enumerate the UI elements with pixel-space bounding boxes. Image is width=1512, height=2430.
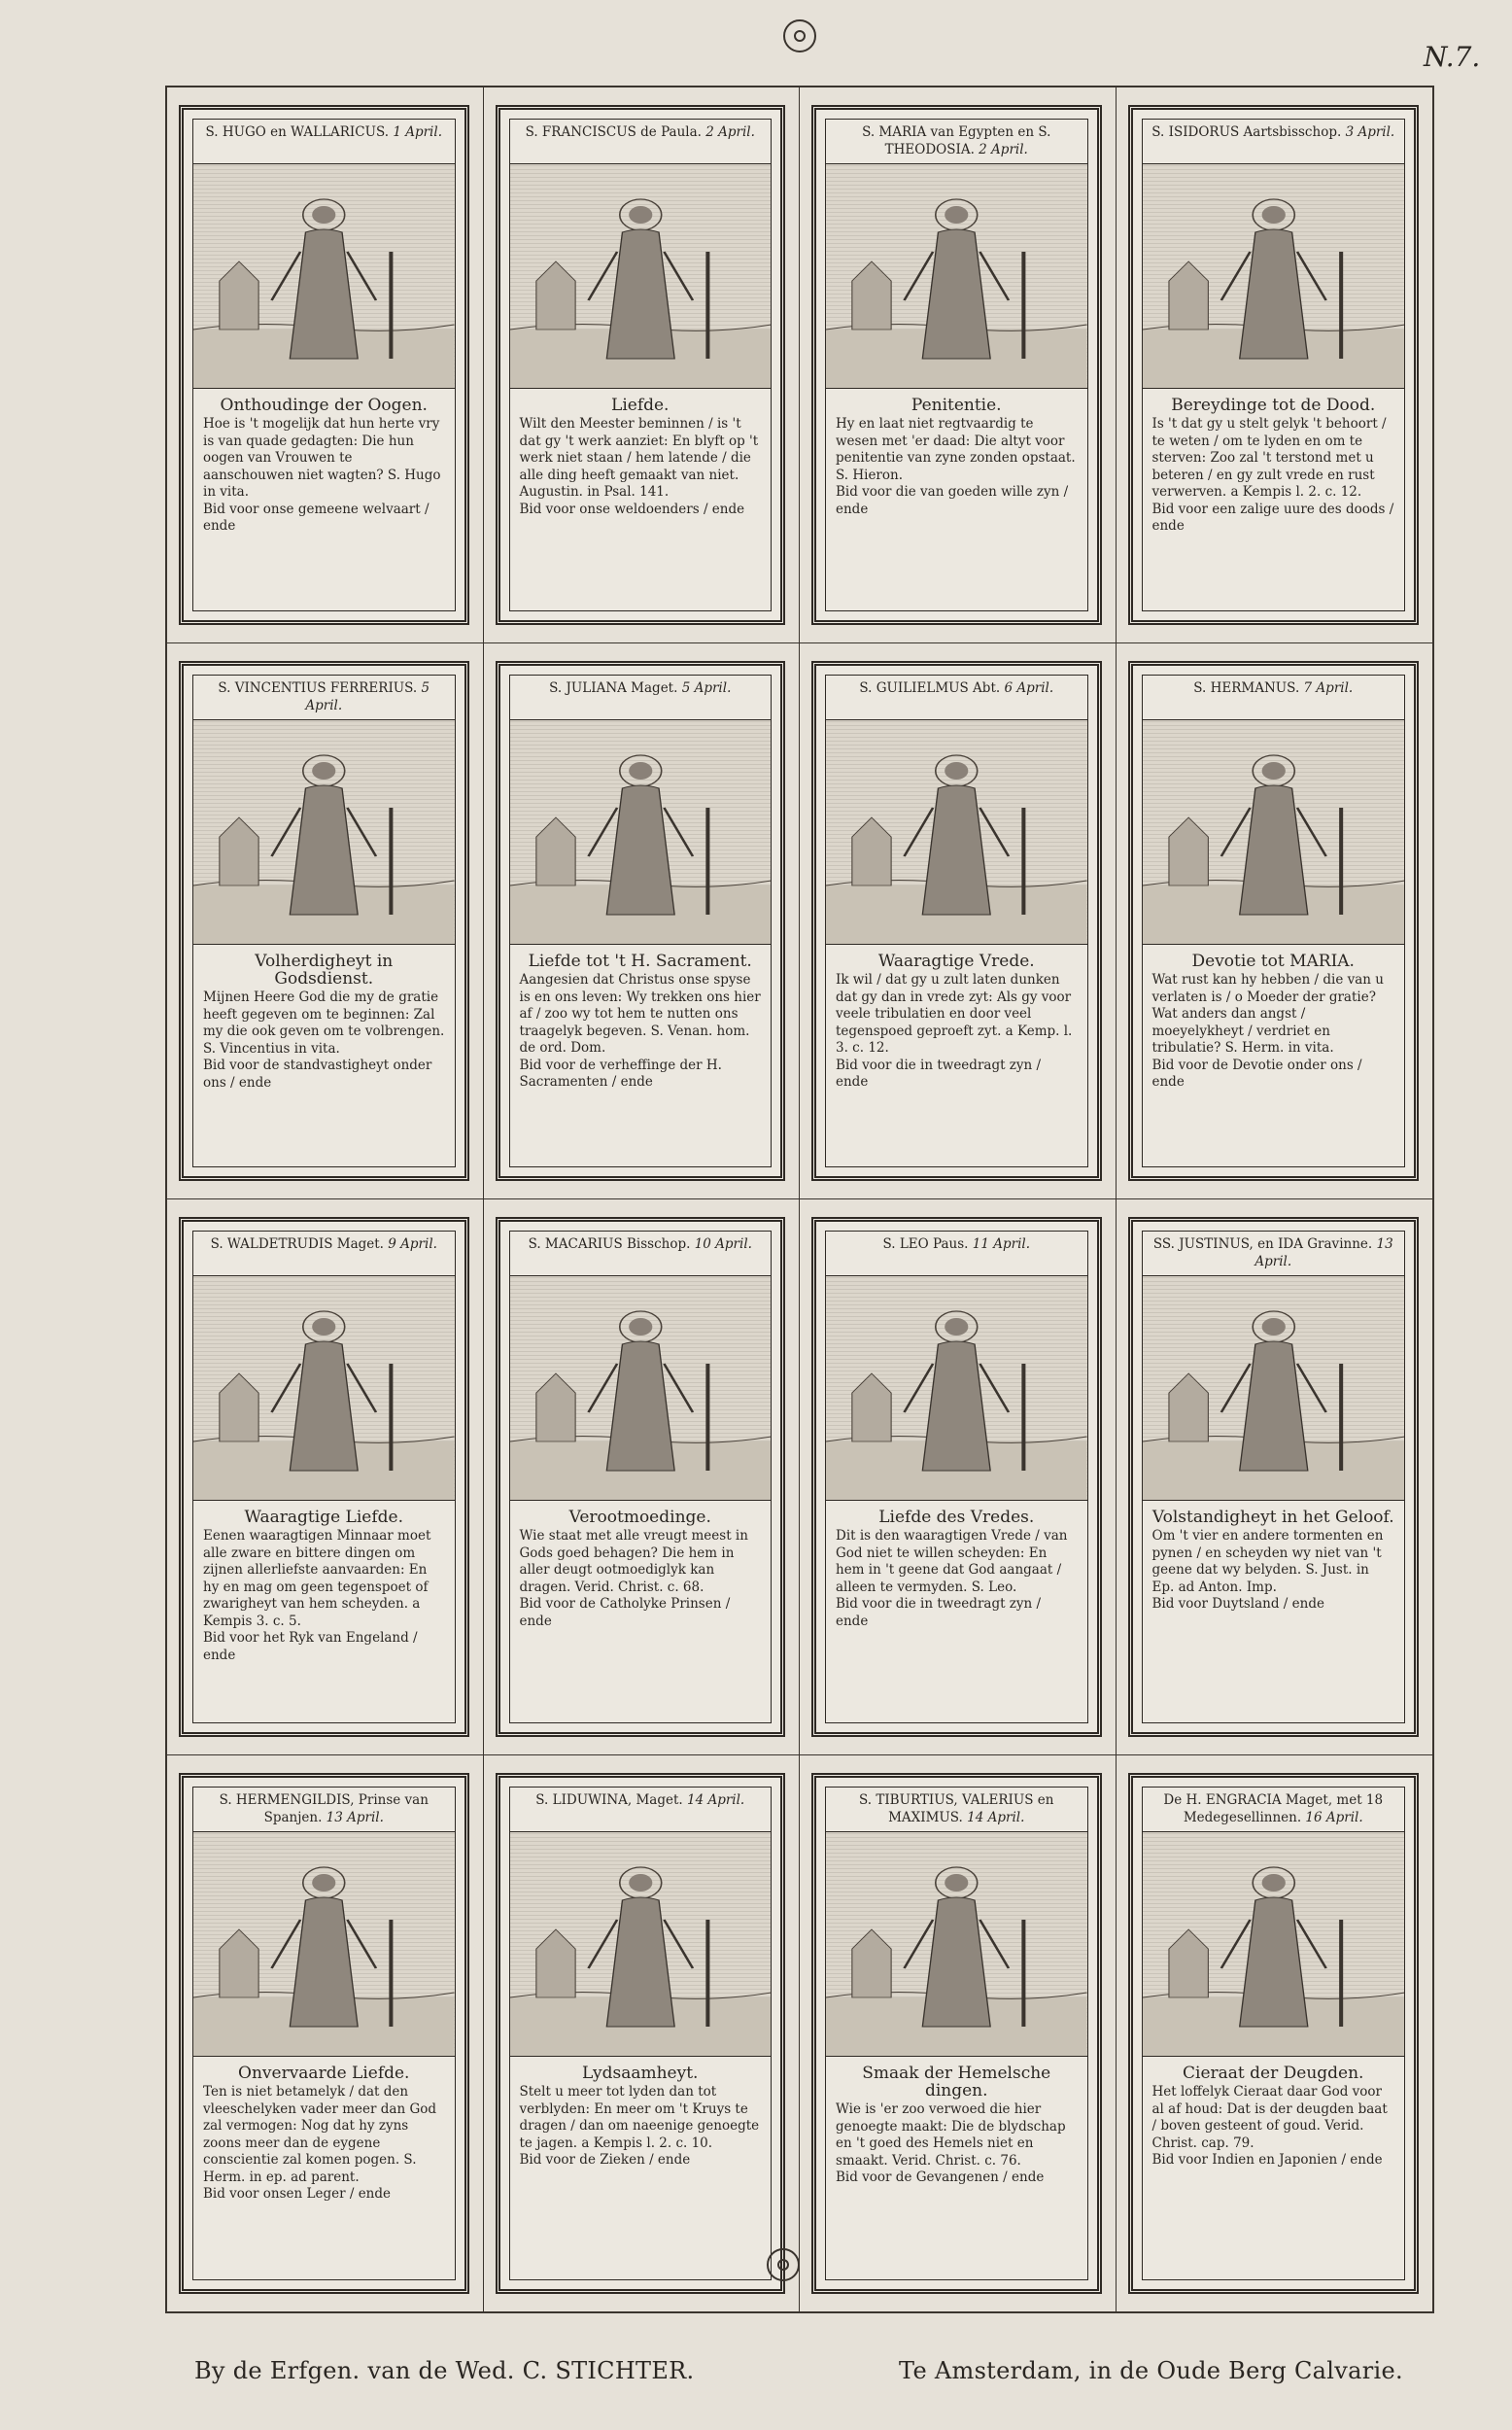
saint-card: [1128, 1773, 1420, 2294]
virtue-title: Bereydinge tot de Dood.: [1171, 396, 1376, 415]
saint-engraving: [1143, 164, 1405, 389]
saint-caption: [1143, 120, 1405, 164]
prayer-intention: Bid voor het Ryk van Engeland / ende: [203, 1630, 418, 1663]
prayer-intention: Bid voor de Catholyke Prinsen / ende: [519, 1596, 731, 1629]
saint-card: [496, 1217, 786, 1737]
feast-date: 5 April.: [681, 680, 732, 696]
grid-cell: [167, 1199, 484, 1755]
saint-name: S. MACARIUS Bisschop.: [528, 1236, 691, 1252]
virtue-title: Devotie tot MARIA.: [1191, 952, 1355, 971]
card-frame: [192, 119, 456, 611]
feast-date: 11 April.: [972, 1236, 1030, 1252]
quotation: Aangesien dat Christus onse spyse is en ons leven: Wy trekken ons hier af / zoo wy tot hem te nutten ons traagelyk begeven. S. Venan. hom. de ord. Dom.: [519, 972, 761, 1056]
card-text: [510, 2057, 772, 2279]
quotation: Eenen waaragtigen Minnaar moet alle zware en bittere dingen om zijnen allerliefste aanvaarden: En hy en mag om geen tegenspoet of zwarigheyt van hem scheyden. a Kempis 3. c. 5.: [203, 1528, 431, 1629]
saint-engraving: [510, 164, 772, 389]
saint-engraving: [193, 1276, 455, 1501]
saint-engraving: [826, 1832, 1087, 2057]
saint-name: S. TIBURTIUS, VALERIUS en MAXIMUS.: [859, 1792, 1054, 1825]
card-text: [826, 389, 1087, 610]
grid-cell: [1117, 1199, 1433, 1755]
saint-caption: [826, 676, 1087, 720]
feast-date: 1 April.: [393, 124, 442, 140]
plate-number: N.7.: [1424, 41, 1481, 73]
saint-card: [1128, 105, 1420, 625]
card-frame: [509, 119, 773, 611]
saint-name: S. FRANCISCUS de Paula.: [525, 124, 702, 140]
grid-cell: [800, 1199, 1117, 1755]
saint-card: [179, 1217, 469, 1737]
prayer-intention: Bid voor onse weldoenders / ende: [519, 501, 745, 517]
quotation: Het loffelyk Cieraat daar God voor al af houd: Dat is der deugden baat / boven gesteent of goud. Verid. Christ. cap. 79.: [1151, 2084, 1388, 2151]
saint-caption: [193, 676, 455, 720]
quotation: Ik wil / dat gy u zult laten dunken dat gy dan in vrede zyt: Als gy voor veele tribulatien en door veel tegenspoed geproeft zyt. a Kemp. l. 3. c. 12.: [836, 972, 1073, 1056]
feast-date: 16 April.: [1305, 1810, 1363, 1825]
saint-name: S. ISIDORUS Aartsbisschop.: [1151, 124, 1342, 140]
card-frame: [825, 1787, 1088, 2280]
publisher-imprint: By de Erfgen. van de Wed. C. STICHTER.: [194, 2357, 695, 2384]
card-text: [826, 945, 1087, 1166]
saint-card: [179, 1773, 469, 2294]
card-frame: [825, 1231, 1088, 1723]
saint-caption: [826, 1232, 1087, 1276]
saint-name: S. MARIA van Egypten en S. THEODOSIA.: [862, 124, 1051, 157]
prayer-intention: Bid voor de verheffinge der H. Sacramenten / ende: [519, 1057, 722, 1090]
saint-engraving: [510, 1276, 772, 1501]
quotation: Om 't vier en andere tormenten en pynen / en scheyden wy niet van 't geene dat wy belyden. S. Just. in Ep. ad Anton. Imp.: [1151, 1528, 1384, 1595]
virtue-title: Waaragtige Liefde.: [244, 1508, 403, 1527]
virtue-title: Liefde tot 't H. Sacrament.: [528, 952, 752, 971]
card-frame: [1142, 1787, 1406, 2280]
saint-caption: [510, 120, 772, 164]
saint-engraving: [193, 1832, 455, 2057]
virtue-title: Penitentie.: [911, 396, 1002, 415]
virtue-title: Lydsaamheyt.: [582, 2064, 699, 2083]
saint-caption: [1143, 1232, 1405, 1276]
virtue-title: Volstandigheyt in het Geloof.: [1151, 1508, 1394, 1527]
quotation: Dit is den waaragtigen Vrede / van God niet te willen scheyden: En hem in 't geene dat God aangaat / alleen te vermyden. S. Leo.: [836, 1528, 1068, 1595]
feast-date: 13 April.: [326, 1810, 384, 1825]
card-text: [193, 945, 455, 1166]
card-text: [510, 945, 772, 1166]
saint-name: S. JULIANA Maget.: [549, 680, 678, 696]
virtue-title: Cieraat der Deugden.: [1183, 2064, 1364, 2083]
card-frame: [509, 675, 773, 1167]
publisher-location: Te Amsterdam, in de Oude Berg Calvarie.: [899, 2357, 1403, 2384]
saint-card: [496, 105, 786, 625]
quotation: Is 't dat gy u stelt gelyk 't behoort / te weten / om te lyden en om te sterven: Zoo zal 't terstond met u beteren / en gy zult vrede en rust verwerven. a Kempis l. 2. c. 12.: [1151, 416, 1387, 500]
saint-name: S. WALDETRUDIS Maget.: [210, 1236, 384, 1252]
saint-name: S. GUILIELMUS Abt.: [859, 680, 1001, 696]
saint-name: S. HERMENGILDIS, Prinse van Spanjen.: [219, 1792, 429, 1825]
quotation: Wie is 'er zoo verwoed die hier genoegte maakt: Die de blydschap en 't goed des Hemels niet en smaakt. Verid. Christ. c. 76.: [836, 2101, 1066, 2169]
prayer-intention: Bid voor de Devotie onder ons / ende: [1151, 1057, 1362, 1090]
feast-date: 7 April.: [1303, 680, 1354, 696]
card-frame: [1142, 1231, 1406, 1723]
grid-cell: [800, 643, 1117, 1199]
prayer-intention: Bid voor Duytsland / ende: [1151, 1596, 1324, 1612]
card-frame: [825, 119, 1088, 611]
feast-date: 10 April.: [694, 1236, 752, 1252]
feast-date: 14 April.: [686, 1792, 745, 1808]
saint-card: [179, 661, 469, 1181]
card-frame: [192, 675, 456, 1167]
saint-engraving: [193, 164, 455, 389]
card-frame: [509, 1231, 773, 1723]
quotation: Wie staat met alle vreugt meest in Gods goed behagen? Die hem in aller deugt ootmoediglyk kan dragen. Verid. Christ. c. 68.: [519, 1528, 748, 1595]
grid-cell: [1117, 1755, 1433, 2311]
grid-cell: [167, 643, 484, 1199]
saint-caption: [193, 120, 455, 164]
saint-name: S. LEO Paus.: [882, 1236, 969, 1252]
saint-caption: [510, 1232, 772, 1276]
grid-cell: [484, 1199, 801, 1755]
feast-date: 2 April.: [705, 124, 755, 140]
feast-date: 13 April.: [1254, 1236, 1393, 1269]
saint-card: [1128, 1217, 1420, 1737]
card-text: [193, 389, 455, 610]
saint-engraving: [1143, 1832, 1405, 2057]
saint-card: [811, 661, 1102, 1181]
prayer-intention: Bid voor de standvastigheyt onder ons / ende: [203, 1058, 432, 1091]
saint-card: [811, 1773, 1102, 2294]
feast-date: 9 April.: [388, 1236, 437, 1252]
saint-caption: [510, 1788, 772, 1832]
virtue-title: Onthoudinge der Oogen.: [220, 396, 428, 415]
quotation: Mijnen Heere God die my de gratie heeft gegeven om te beginnen: Zal my die ook geven om te volbrengen. S. Vincentius in vita.: [203, 989, 445, 1057]
saint-caption: [1143, 676, 1405, 720]
grid-cell: [800, 87, 1117, 643]
card-text: [1143, 945, 1405, 1166]
saint-caption: [826, 120, 1087, 164]
saint-engraving: [193, 720, 455, 945]
saint-engraving: [1143, 720, 1405, 945]
prayer-intention: Bid voor die van goeden wille zyn / ende: [836, 484, 1069, 517]
grid-cell: [167, 1755, 484, 2311]
virtue-title: Liefde des Vredes.: [878, 1508, 1035, 1527]
card-text: [826, 1501, 1087, 1722]
saint-caption: [510, 676, 772, 720]
card-text: [826, 2057, 1087, 2279]
grid-cell: [1117, 87, 1433, 643]
feast-date: 14 April.: [967, 1810, 1025, 1825]
virtue-title: Volherdigheyt in Godsdienst.: [255, 952, 394, 989]
card-text: [510, 1501, 772, 1722]
prayer-intention: Bid voor die in tweedragt zyn / ende: [836, 1057, 1042, 1090]
feast-date: 3 April.: [1345, 124, 1395, 140]
prayer-intention: Bid voor onse gemeene welvaart / ende: [203, 501, 430, 534]
saint-engraving: [510, 1832, 772, 2057]
virtue-title: Verootmoedinge.: [568, 1508, 711, 1527]
card-frame: [192, 1231, 456, 1723]
quotation: Wat rust kan hy hebben / die van u verlaten is / o Moeder der gratie? Wat anders dan angst / moeyelykheyt / verdriet en tribulatie? S. Herm. in vita.: [1151, 972, 1384, 1056]
saint-engraving: [510, 720, 772, 945]
saint-card: [179, 105, 469, 625]
saint-card: [811, 1217, 1102, 1737]
card-frame: [1142, 675, 1406, 1167]
card-frame: [1142, 119, 1406, 611]
virtue-title: Liefde.: [611, 396, 670, 415]
quotation: Wilt den Meester beminnen / is 't dat gy 't werk aanziet: En blyft op 't werk niet staan / hem latende / die alle ding heeft gemaakt van niet. Augustin. in Psal. 141.: [519, 416, 759, 500]
feast-date: 6 April.: [1004, 680, 1054, 696]
feast-date: 2 April.: [979, 142, 1028, 157]
card-frame: [825, 675, 1088, 1167]
card-text: [1143, 2057, 1405, 2279]
card-frame: [509, 1787, 773, 2280]
saint-name: De H. ENGRACIA Maget, met 18 Medegesellinnen.: [1163, 1792, 1384, 1825]
card-text: [1143, 389, 1405, 610]
quotation: Ten is niet betamelyk / dat den vleeschelyken vader meer dan God zal vermogen: Nog dat hy zyns zoons meer dan de eygene conscientie zal komen pogen. S. Herm. in ep. ad parent.: [203, 2084, 437, 2185]
card-text: [510, 389, 772, 610]
register-mark-top: [783, 19, 816, 52]
prayer-intention: Bid voor Indien en Japonien / ende: [1151, 2152, 1383, 2168]
card-text: [193, 2057, 455, 2279]
quotation: Hoe is 't mogelijk dat hun herte vry is van quade gedagten: Die hun oogen van Vrouwen te aanschouwen niet wagten? S. Hugo in vita.: [203, 416, 441, 500]
virtue-title: Waaragtige Vrede.: [877, 952, 1035, 971]
prayer-intention: Bid voor onsen Leger / ende: [203, 2186, 392, 2202]
grid-cell: [800, 1755, 1117, 2311]
feast-date: 5 April.: [305, 680, 430, 713]
saint-card: [496, 661, 786, 1181]
prayer-intention: Bid voor die in tweedragt zyn / ende: [836, 1596, 1042, 1629]
virtue-title: Onvervaarde Liefde.: [238, 2064, 410, 2083]
saint-caption: [826, 1788, 1087, 1832]
saint-caption: [193, 1788, 455, 1832]
saint-name: S. LIDUWINA, Maget.: [535, 1792, 683, 1808]
prayer-intention: Bid voor de Zieken / ende: [519, 2152, 691, 2168]
saint-caption: [193, 1232, 455, 1276]
grid-cell: [484, 87, 801, 643]
card-frame: [192, 1787, 456, 2280]
register-mark-bottom: [767, 2248, 800, 2281]
saints-grid: [165, 86, 1434, 2313]
saint-name: S. HUGO en WALLARICUS.: [205, 124, 390, 140]
grid-cell: [484, 1755, 801, 2311]
saint-engraving: [826, 1276, 1087, 1501]
card-text: [193, 1501, 455, 1722]
grid-cell: [1117, 643, 1433, 1199]
saint-card: [811, 105, 1102, 625]
saint-name: S. VINCENTIUS FERRERIUS.: [218, 680, 418, 696]
quotation: Stelt u meer tot lyden dan tot verblyden: En meer om 't Kruys te dragen / dan om naeenige genoegte te jagen. a Kempis l. 2. c. 10.: [519, 2084, 760, 2151]
prayer-intention: Bid voor een zalige uure des doods / ende: [1151, 501, 1394, 534]
saint-name: SS. JUSTINUS, en IDA Gravinne.: [1152, 1236, 1373, 1252]
card-text: [1143, 1501, 1405, 1722]
saint-engraving: [1143, 1276, 1405, 1501]
saint-card: [1128, 661, 1420, 1181]
grid-cell: [167, 87, 484, 643]
virtue-title: Smaak der Hemelsche dingen.: [862, 2064, 1051, 2100]
saint-engraving: [826, 720, 1087, 945]
saint-caption: [1143, 1788, 1405, 1832]
prayer-intention: Bid voor de Gevangenen / ende: [836, 2170, 1045, 2185]
saint-card: [496, 1773, 786, 2294]
saint-name: S. HERMANUS.: [1193, 680, 1300, 696]
saint-engraving: [826, 164, 1087, 389]
grid-cell: [484, 643, 801, 1199]
quotation: Hy en laat niet regtvaardig te wesen met 'er daad: Die altyt voor penitentie van zyne zonden opstaat. S. Hieron.: [836, 416, 1076, 483]
